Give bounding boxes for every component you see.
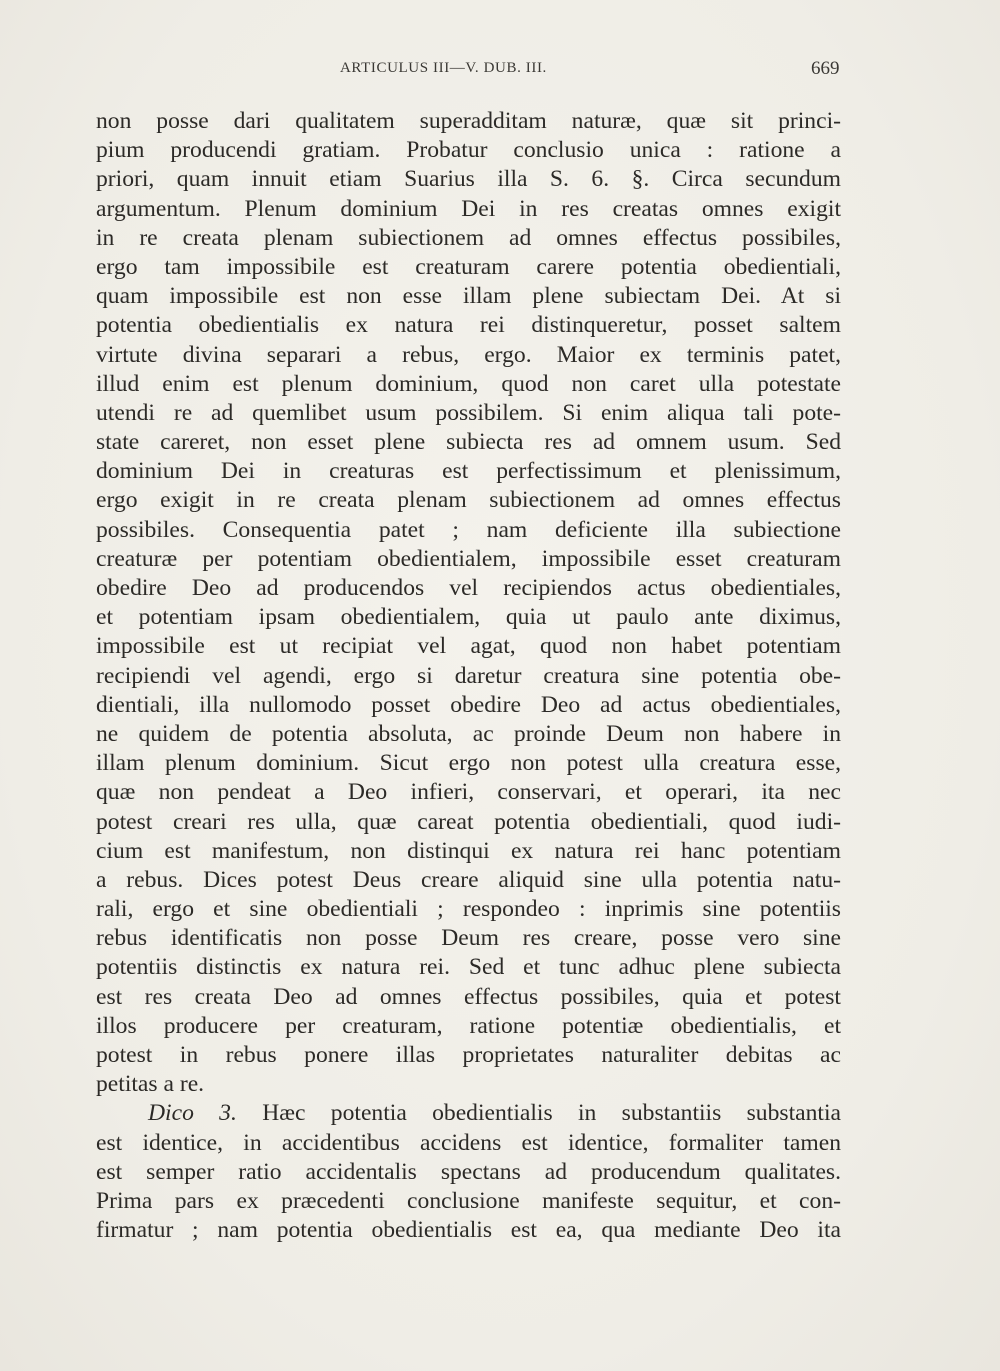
text-line: possibiles. Consequentia patet ; nam deficiente illa subiectione <box>96 516 841 543</box>
text-line: recipiendi vel agendi, ergo si daretur creatura sine potentia obe- <box>96 662 841 689</box>
text-line: dominium Dei in creaturas est perfectissimum et plenissimum, <box>96 458 841 485</box>
text-line <box>96 1099 841 1128</box>
paragraph-main <box>96 107 841 1099</box>
text-line: impossibile est ut recipiat vel agat, quod non habet potentiam <box>96 633 841 660</box>
text-line: non posse dari qualitatem superadditam naturæ, quæ sit princi- <box>96 108 841 134</box>
text-line: potest in rebus ponere illas proprietates naturaliter debitas ac <box>96 1042 841 1068</box>
text-line: rebus identificatis non posse Deum res creare, posse vero sine <box>96 925 841 952</box>
text-line: est semper ratio accidentalis spectans ad producendum qualitates. <box>96 1158 841 1185</box>
text-line: dientiali, illa nullomodo posset obedire Deo ad actus obedientiales, <box>96 691 841 718</box>
text-line: state careret, non esset plene subiecta res ad omnem usum. Sed <box>96 429 841 456</box>
paragraph-dico <box>96 1099 841 1245</box>
text-line: illud enim est plenum dominium, quod non caret ulla potestate <box>96 370 841 397</box>
body-text <box>96 107 841 1245</box>
text-line: est identice, in accidentibus accidens est identice, formaliter tamen <box>96 1129 841 1156</box>
running-head: ARTICULUS III—V. DUB. III. <box>340 60 547 76</box>
text-line: virtute divina separari a rebus, ergo. Maior ex terminis patet, <box>96 341 841 368</box>
text-line: ne quidem de potentia absoluta, ac proinde Deum non habere in <box>96 720 841 747</box>
text-line: in re creata plenam subiectionem ad omnes effectus possibiles, <box>96 224 841 251</box>
dico-label: Dico 3. <box>148 1100 237 1127</box>
text-line: ergo tam impossibile est creaturam carere potentia obedientiali, <box>96 253 841 280</box>
text-line: ergo exigit in re creata plenam subiectionem ad omnes effectus <box>96 487 841 514</box>
text-line: petitas a re. <box>96 1071 205 1098</box>
text-line: potentiis distinctis ex natura rei. Sed et tunc adhuc plene subiecta <box>96 954 841 981</box>
text-line: et potentiam ipsam obedientialem, quia ut paulo ante diximus, <box>96 604 841 631</box>
text-line: utendi re ad quemlibet usum possibilem. Si enim aliqua tali pote- <box>96 399 841 426</box>
text-line: cium est manifestum, non distinqui ex natura rei hanc potentiam <box>96 837 841 864</box>
text-line: creaturæ per potentiam obedientialem, impossibile esset creaturam <box>96 545 841 572</box>
text-line: quam impossibile est non esse illam plene subiectam Dei. At si <box>96 283 841 310</box>
text-line: quæ non pendeat a Deo infieri, conservari, et operari, ita nec <box>96 779 841 806</box>
text-line: potest creari res ulla, quæ careat potentia obedientiali, quod iudi- <box>96 808 841 835</box>
dico-first-line: Hæc potentia obedientialis in substantiis substantia <box>262 1100 841 1127</box>
page-number: 669 <box>811 58 840 79</box>
text-line: potentia obedientialis ex natura rei distinqueretur, posset saltem <box>96 312 841 339</box>
text-line: illam plenum dominium. Sicut ergo non potest ulla creatura esse, <box>96 750 841 777</box>
text-line: obedire Deo ad producendos vel recipiendos actus obedientiales, <box>96 575 841 601</box>
text-line: Prima pars ex præcedenti conclusione manifeste sequitur, et con- <box>96 1187 841 1214</box>
text-line: est res creata Deo ad omnes effectus possibiles, quia et potest <box>96 983 841 1010</box>
text-line: argumentum. Plenum dominium Dei in res creatas omnes exigit <box>96 195 841 222</box>
text-line: priori, quam innuit etiam Suarius illa S. 6. §. Circa secundum <box>96 166 841 193</box>
text-line: firmatur ; nam potentia obedientialis est ea, qua mediante Deo ita <box>96 1217 841 1244</box>
text-line: pium producendi gratiam. Probatur conclusio unica : ratione a <box>96 137 841 164</box>
text-line: a rebus. Dices potest Deus creare aliquid sine ulla potentia natu- <box>96 866 841 893</box>
text-line: rali, ergo et sine obedientiali ; respondeo : inprimis sine potentiis <box>96 896 841 923</box>
page-header <box>0 60 1000 86</box>
text-line: illos producere per creaturam, ratione potentiæ obedientialis, et <box>96 1012 841 1039</box>
